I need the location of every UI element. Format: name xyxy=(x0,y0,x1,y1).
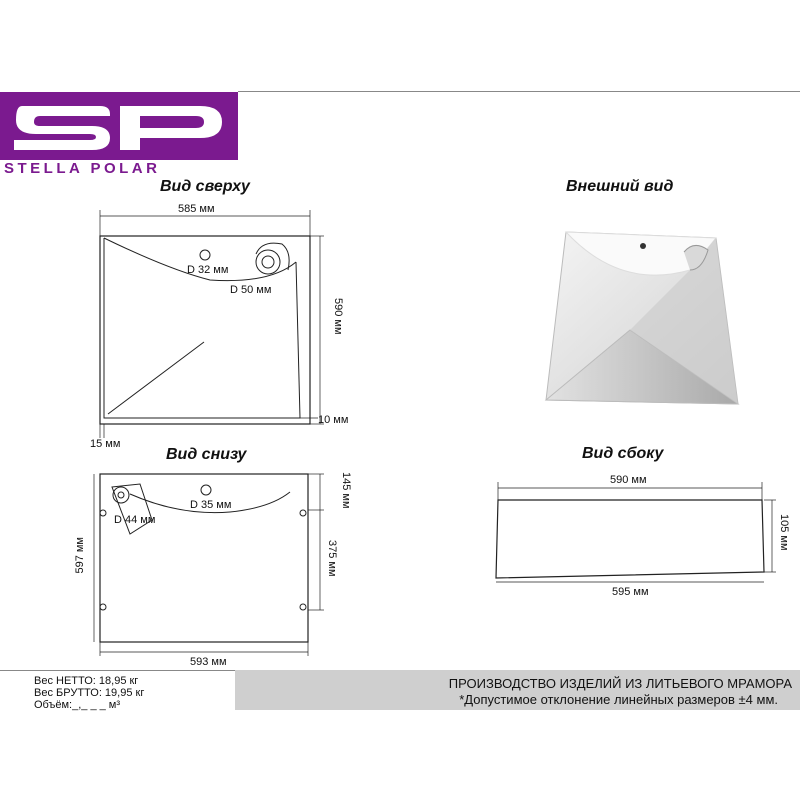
bottom-height-label: 597 мм xyxy=(74,537,86,574)
gross-weight: Вес БРУТТО: 19,95 кг xyxy=(34,687,145,699)
top-edge-left-label: 15 мм xyxy=(90,438,121,450)
net-weight: Вес НЕТТО: 18,95 кг xyxy=(34,675,139,687)
top-view-drawing xyxy=(100,210,324,438)
top-height-label: 590 мм xyxy=(332,298,344,335)
side-view-title: Вид сбоку xyxy=(582,445,664,462)
volume: Объём:_,_ _ _ м³ xyxy=(34,699,121,711)
top-hole-small-label: D 32 мм xyxy=(187,264,229,276)
exterior-render-image xyxy=(546,232,738,404)
bottom-hole-drain-label: D 44 мм xyxy=(114,514,156,526)
tolerance-text: *Допустимое отклонение линейных размеров ±4 мм. xyxy=(459,692,778,707)
side-top-label: 590 мм xyxy=(610,474,647,486)
bottom-width-label: 593 мм xyxy=(190,656,227,668)
top-width-label: 585 мм xyxy=(178,203,215,215)
production-text: ПРОИЗВОДСТВО ИЗДЕЛИЙ ИЗ ЛИТЬЕВОГО МРАМОРА xyxy=(448,676,792,691)
footer-specs xyxy=(0,670,235,711)
footer-banner xyxy=(235,670,800,710)
top-view-title: Вид сверху xyxy=(160,178,250,195)
side-view-drawing xyxy=(496,482,776,582)
bottom-dim-375-label: 375 мм xyxy=(326,540,338,577)
brand-name: STELLA POLAR xyxy=(4,160,161,177)
top-hole-drain-label: D 50 мм xyxy=(230,284,272,296)
side-height-label: 105 мм xyxy=(778,514,790,551)
bottom-hole-small-label: D 35 мм xyxy=(190,499,232,511)
bottom-dim-145-label: 145 мм xyxy=(340,472,352,509)
top-edge-bottom-label: 10 мм xyxy=(318,414,349,426)
side-bottom-label: 595 мм xyxy=(612,586,649,598)
exterior-view-title: Внешний вид xyxy=(566,178,674,195)
bottom-view-title: Вид снизу xyxy=(166,446,247,463)
